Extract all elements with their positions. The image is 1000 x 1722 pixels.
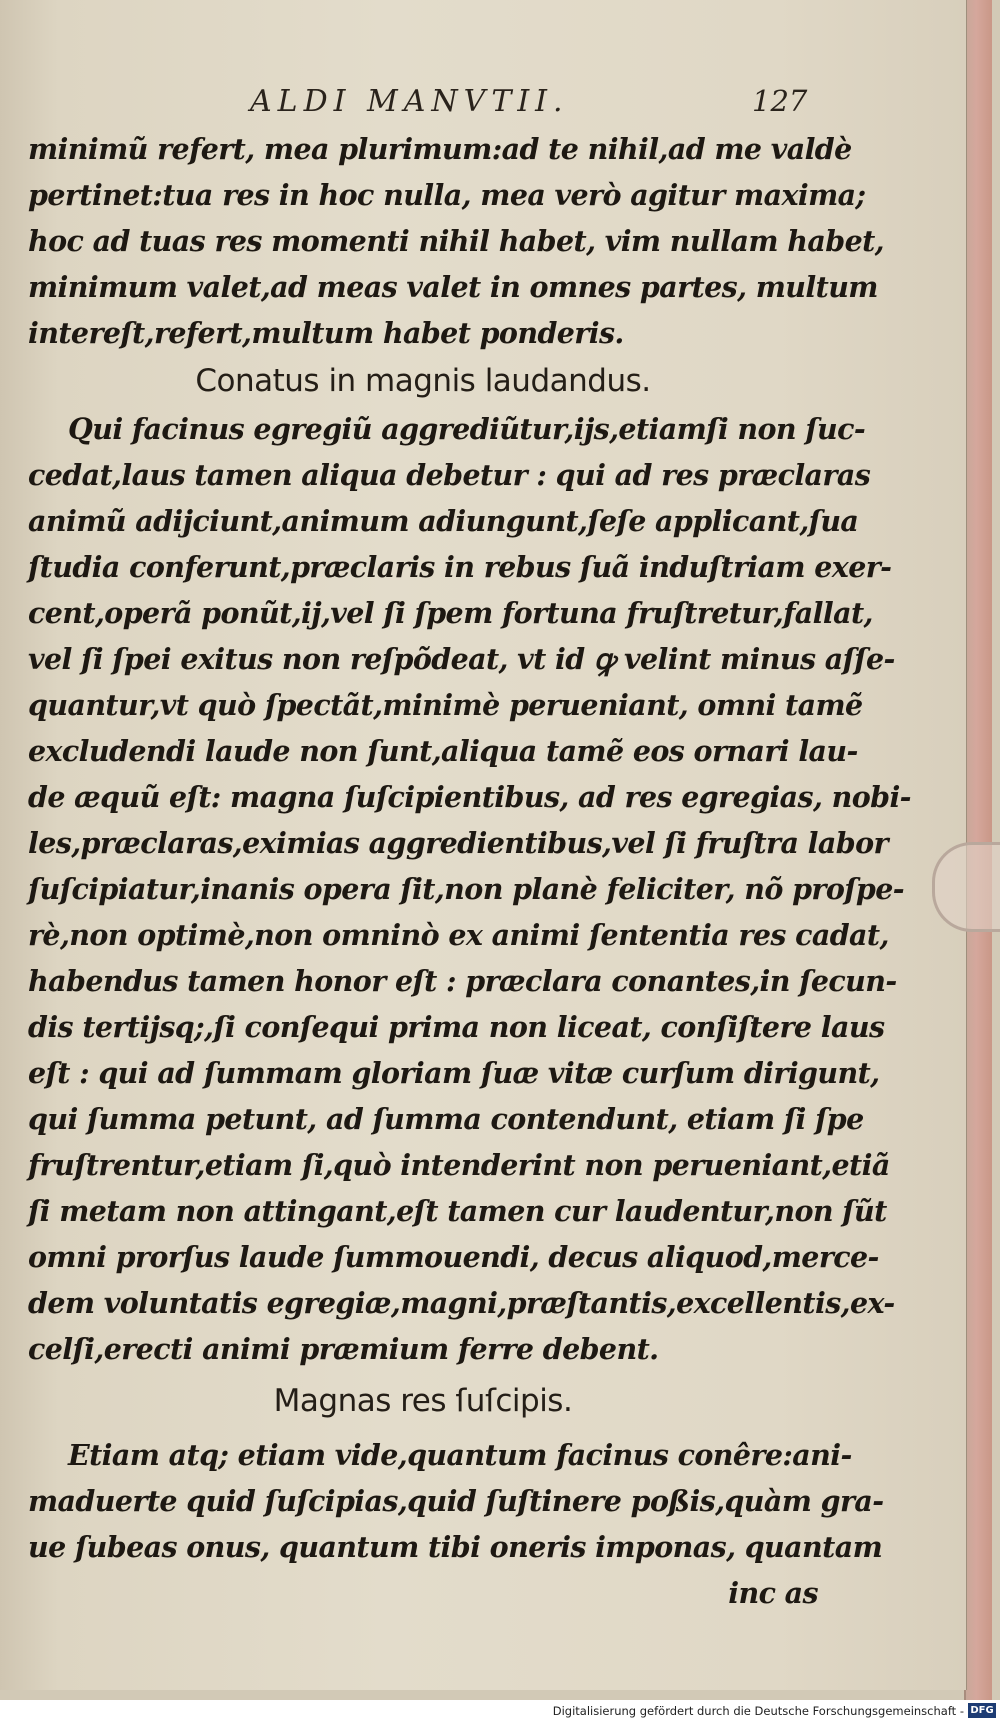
text-line: ue ſubeas onus, quantum tibi oneris imponas, quantam bbox=[28, 1530, 883, 1564]
text-line: cent,operã ponũt,ij,vel ſi ſpem fortuna fruſtretur,fallat, bbox=[28, 596, 873, 630]
text-line: qui ſumma petunt, ad ſumma contendunt, etiam ſi ſpe bbox=[28, 1102, 864, 1136]
section-heading: Conatus in magnis laudandus. bbox=[195, 363, 651, 399]
text-line: celſi,erecti animi præmium ferre debent. bbox=[28, 1332, 659, 1366]
text-line: quantur,vt quò ſpectãt,minimè perueniant, omni tamẽ bbox=[28, 688, 863, 722]
text-line: dis tertijsq;,ſi conſequi prima non liceat, conſiſtere laus bbox=[28, 1010, 885, 1044]
text-line: hoc ad tuas res momenti nihil habet, vim nullam habet, bbox=[28, 224, 884, 258]
text-line: ſtudia conferunt,præclaris in rebus ſuã induſtriam exer- bbox=[28, 550, 892, 584]
text-line: fruſtrentur,etiam ſi,quò intenderint non perueniant,etiã bbox=[28, 1148, 890, 1182]
text-line: eſt : qui ad ſummam gloriam ſuæ vitæ curſum dirigunt, bbox=[28, 1056, 880, 1090]
text-line: de æquũ eſt: magna ſuſcipientibus, ad res egregias, nobi- bbox=[28, 780, 911, 814]
text-line: pertinet:tua res in hoc nulla, mea verò agitur maxima; bbox=[28, 178, 866, 212]
text-block bbox=[28, 126, 911, 1616]
page-clasp-mark bbox=[932, 842, 1000, 932]
text-line: maduerte quid ſuſcipias,quid ſuſtinere poßis,quàm gra- bbox=[28, 1484, 884, 1518]
catchword: inc as bbox=[728, 1576, 818, 1610]
text-line: Etiam atq; etiam vide,quantum facinus conêre:ani- bbox=[68, 1438, 852, 1472]
text-line: minimum valet,ad meas valet in omnes partes, multum bbox=[28, 270, 878, 304]
page-number: 127 bbox=[752, 84, 808, 118]
text-line: habendus tamen honor eſt : præclara conantes,in ſecun- bbox=[28, 964, 897, 998]
text-line: vel ſi ſpei exitus non reſpõdeat, vt id ꝙ velint minus aſſe- bbox=[28, 642, 895, 676]
dfg-logo: DFG bbox=[968, 1703, 996, 1718]
text-line: rè,non optimè,non omninò ex animi ſententia res cadat, bbox=[28, 918, 889, 952]
running-head bbox=[0, 84, 966, 124]
text-line: minimũ refert, mea plurimum:ad te nihil,ad me valdè bbox=[28, 132, 852, 166]
digitization-credit: Digitalisierung gefördert durch die Deutsche Forschungsgemeinschaft - bbox=[552, 1704, 964, 1718]
text-line: dem voluntatis egregiæ,magni,præſtantis,excellentis,ex- bbox=[28, 1286, 895, 1320]
text-line: ſi metam non attingant,eſt tamen cur laudentur,non ſũt bbox=[28, 1194, 887, 1228]
text-line: omni prorſus laude ſummouendi, decus aliquod,merce- bbox=[28, 1240, 879, 1274]
text-line: ſuſcipiatur,inanis opera ſit,non planè feliciter, nõ proſpe- bbox=[28, 872, 905, 906]
text-line: animũ adijciunt,animum adiungunt,ſeſe applicant,ſua bbox=[28, 504, 859, 538]
section-heading: Magnas res ſuſcipis. bbox=[273, 1383, 573, 1419]
running-title: ALDI MANVTII. bbox=[250, 84, 569, 119]
text-line: cedat,laus tamen aliqua debetur : qui ad res præclaras bbox=[28, 458, 871, 492]
text-line: excludendi laude non ſunt,aliqua tamẽ eos ornari lau- bbox=[28, 734, 858, 768]
footer-bar bbox=[0, 1700, 1000, 1722]
text-line: Qui facinus egregiũ aggrediũtur,ijs,etiamſi non ſuc- bbox=[68, 412, 866, 446]
text-line: intereſt,refert,multum habet ponderis. bbox=[28, 316, 624, 350]
text-line: les,præclaras,eximias aggredientibus,vel ſi fruſtra labor bbox=[28, 826, 888, 860]
